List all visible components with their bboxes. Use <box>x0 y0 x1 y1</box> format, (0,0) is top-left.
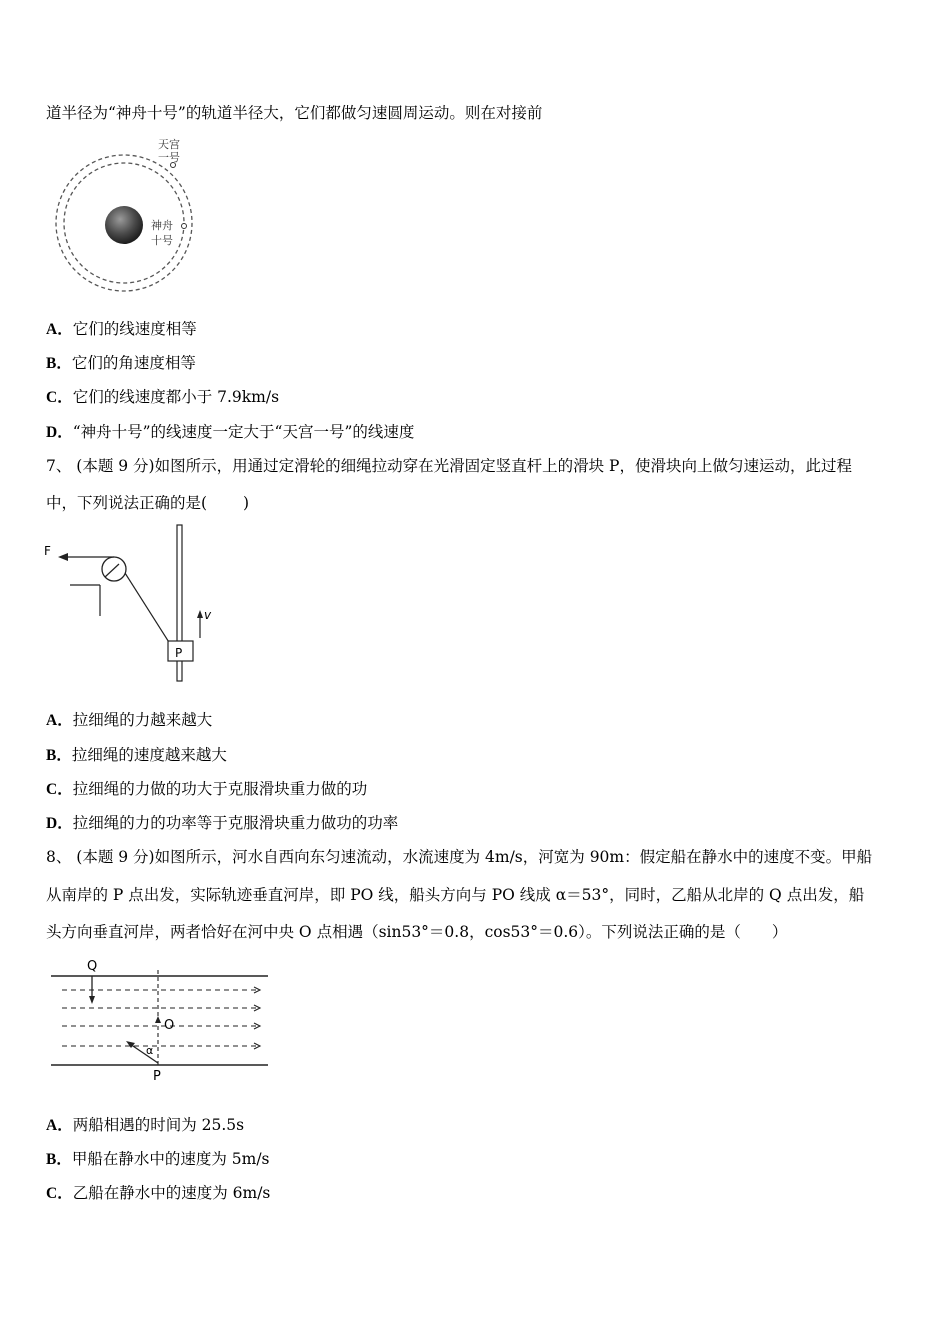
q6-option-b: B．它们的角速度相等 <box>46 354 196 372</box>
q8-option-a: A．两船相遇的时间为 25.5s <box>46 1116 245 1134</box>
shenzhou-dot <box>182 224 187 229</box>
q7-stem-line2: 中，下列说法正确的是( ) <box>46 494 250 512</box>
pulley-figure <box>40 520 230 690</box>
label-shenzhou-1: 神舟 <box>151 219 173 232</box>
label-tiangong-1: 天宫 <box>158 138 180 151</box>
q8-stem-line3: 头方向垂直河岸，两者恰好在河中央 O 点相遇（sin53°＝0.8，cos53°＝0.6）。下列说法正确的是（ ） <box>46 923 788 941</box>
label-p: P <box>153 1069 161 1084</box>
orbit-figure <box>46 128 206 298</box>
q8-stem-line1: 8、 (本题 9 分)如图所示，河水自西向东匀速流动，水流速度为 4m/s，河宽为 90m：假定船在静水中的速度不变。甲船 <box>46 848 873 866</box>
q7-option-b: B．拉细绳的速度越来越大 <box>46 746 227 764</box>
flow-arrowheads <box>254 987 260 1049</box>
q7-option-a: A．拉细绳的力越来越大 <box>46 711 213 729</box>
label-o: O <box>164 1018 175 1033</box>
q6-option-a: A．它们的线速度相等 <box>46 320 197 338</box>
label-tiangong-2: 一号 <box>158 151 180 164</box>
force-arrowhead <box>58 553 68 561</box>
q7-option-c: C．拉细绳的力做的功大于克服滑块重力做的功 <box>46 780 368 798</box>
force-label: F <box>44 544 51 558</box>
label-shenzhou-2: 十号 <box>151 234 173 247</box>
q6-stem-tail: 道半径为“神舟十号”的轨道半径大，它们都做匀速圆周运动。则在对接前 <box>46 104 543 122</box>
slider-label: P <box>175 646 183 660</box>
label-alpha: α <box>146 1044 154 1057</box>
q6-option-d: D．“神舟十号”的线速度一定大于“天宫一号”的线速度 <box>46 423 415 441</box>
q7-option-d: D．拉细绳的力的功率等于克服滑块重力做功的功率 <box>46 814 399 832</box>
o-marker <box>155 1016 161 1023</box>
q8-option-c: C．乙船在静水中的速度为 6m/s <box>46 1184 271 1202</box>
velocity-arrowhead <box>197 610 203 618</box>
river-figure <box>46 952 276 1087</box>
rope-right <box>125 573 172 647</box>
velocity-label: v <box>204 608 212 622</box>
p-boat-heading <box>130 1044 158 1063</box>
q-boat-arrowhead <box>89 996 95 1004</box>
q8-stem-line2: 从南岸的 P 点出发，实际轨迹垂直河岸，即 PO 线，船头方向与 PO 线成 α＝53°，同时，乙船从北岸的 Q 点出发，船 <box>46 886 865 904</box>
q7-stem-line1: 7、 (本题 9 分)如图所示，用通过定滑轮的细绳拉动穿在光滑固定竖直杆上的滑块 P，使滑块向上做匀速运动，此过程 <box>46 457 852 475</box>
q6-option-c: C．它们的线速度都小于 7.9km/s <box>46 388 280 406</box>
label-q: Q <box>87 959 98 974</box>
q8-option-b: B．甲船在静水中的速度为 5m/s <box>46 1150 270 1168</box>
earth <box>105 206 143 244</box>
